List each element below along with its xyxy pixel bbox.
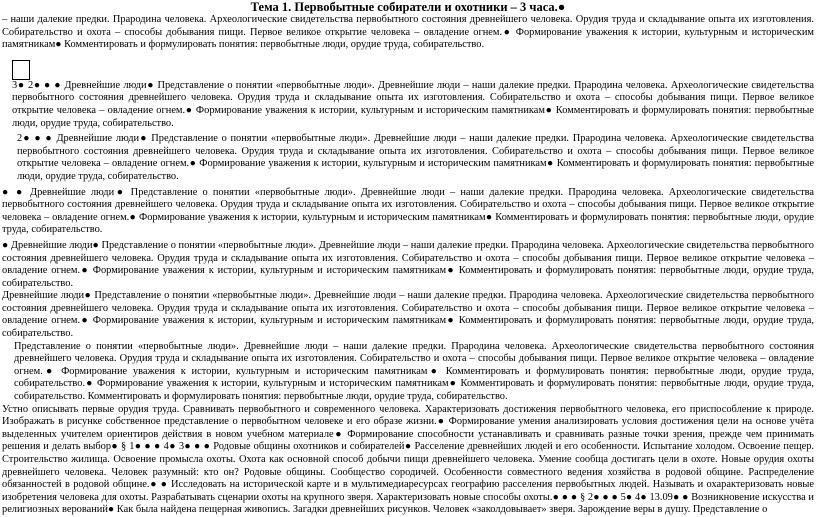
paragraph-intro: – наши далекие предки. Прародина человека. Археологические свидетельства первобытного состояния древнейшего человека. Орудия труда и складывание опыта их изготовления. Собирательство и охота – способы добывания пищи. Первое великое открытие человека – овладение огнем.● Формирование уважения к истории, культурным и историческим памятникам● Комментировать и формулировать понятия: первобытные люди, орудие труда, собирательство. <box>2 14 814 51</box>
paragraph-lesson-row-3: ● ● Древнейшие люди● Представление о понятии «первобытные люди». Древнейшие люди – наши далекие предки. Прародина человека. Археологические свидетельства первобытного состояния древнейшего человека. Орудия труда и складывание опыта их изготовления. Собирательство и охота – способы добывания пищи. Первое великое открытие человека – овладение огнем.● Формирование уважения к истории, культурным и историческим памятникам● Комментировать и формулировать понятия: первобытные люди, орудие труда, собирательство. <box>2 186 814 236</box>
empty-table-cell <box>12 60 30 80</box>
paragraph-lesson-row-5: Древнейшие люди● Представление о понятии «первобытные люди». Древнейшие люди – наши далекие предки. Прародина человека. Археологические свидетельства первобытного состояния древнейшего человека. Орудия труда и складывание опыта их изготовления. Собирательство и охота – способы добывания пищи. Первое великое открытие человека – овладение огнем.● Формирование уважения к истории, культурным и историческим памятникам● Комментировать и формулировать понятия: первобытные люди, орудие труда, собирательство. <box>2 290 814 340</box>
paragraph-activities: Устно описывать первые орудия труда. Сравнивать первобытного и современного человека. Характеризовать достижения первобытного человека, его приспособление к природе. Изображать в рисунке собственное представление о первобытном человеке и его образе жизни.● Формирование умения анализировать условия достижения цели на основе учёта выделенных учителем ориентиров действия в новом учебном материале● Формирование способности устанавливать и сравнивать разные точки зрения, прежде чем принимать решения и делать выбор● § 1● ● ● 4● 3● ● ● Родовые общины охотников и собирателей● Расселение древнейших людей и его особенности. Испытание холодом. Освоение пещер. Строительство жилища. Освоение промысла охоты. Охота как основной способ добычи пищи древнейшего человека. Умение сообща достигать цели в охоте. Новые орудия охоты древнейшего человека. Человек разумный: кто он? Родовые общины. Сообщество сородичей. Особенности совместного ведения хозяйства в родовой общине. Распределение обязанностей в родовой общине.● ● Исследовать на исторической карте и в мультимедиаресурсах географию расселения первобытных людей. Называть и охарактеризовать новые изобретения человека для охоты. Разрабатывать сценарии охоты на крупного зверя. Характеризовать новые способы охоты.● ● ● § 2● ● ● 5● 4● 13.09● ● Возникновение искусства и религиозных верований● Как была найдена пещерная живопись. Загадки древнейших рисунков. Человек «заколдовывает» зверя. Зарождение веры в душу. Представление о <box>2 403 814 516</box>
paragraph-lesson-row-1: 3● 2● ● ● Древнейшие люди● Представление о понятии «первобытные люди». Древнейшие люди – наши далекие предки. Прародина человека. Археологические свидетельства первобытного состояния древнейшего человека. Орудия труда и складывание опыта их изготовления. Собирательство и охота – способы добывания пищи. Первое великое открытие человека – овладение огнем.● Формирование уважения к истории, культурным и историческим памятникам● Комментировать и формулировать понятия: первобытные люди, орудие труда, собирательство. <box>12 79 814 129</box>
paragraph-lesson-row-6: Представление о понятии «первобытные люди». Древнейшие люди – наши далекие предки. Прародина человека. Археологические свидетельства первобытного состояния древнейшего человека. Орудия труда и складывание опыта их изготовления. Собирательство и охота – способы добывания пищи. Первое великое открытие человека – овладение огнем.● Формирование уважения к истории, культурным и историческим памятникам● Комментировать и формулировать понятия: первобытные люди, орудие труда, собирательство.● Формирование уважения к истории, культурным и историческим памятникам● Комментировать и формулировать понятия: первобытные люди, орудие труда, собирательство. Комментировать и формулировать понятия: первобытные люди, орудие труда, собирательство. <box>14 340 814 403</box>
spacer <box>2 52 814 58</box>
paragraph-lesson-row-4: ● Древнейшие люди● Представление о понятии «первобытные люди». Древнейшие люди – наши далекие предки. Прародина человека. Археологические свидетельства первобытного состояния древнейшего человека. Орудия труда и складывание опыта их изготовления. Собирательство и охота – способы добывания пищи. Первое великое открытие человека – овладение огнем.● Формирование уважения к истории, культурным и историческим памятникам● Комментировать и формулировать понятия: первобытные люди, орудие труда, собирательство. <box>2 239 814 289</box>
page-title: Тема 1. Первобытные собиратели и охотники – 3 часа.● <box>250 0 566 14</box>
paragraph-lesson-row-2: 2● ● ● Древнейшие люди● Представление о понятии «первобытные люди». Древнейшие люди – наши далекие предки. Прародина человека. Археологические свидетельства первобытного состояния древнейшего человека. Орудия труда и складывание опыта их изготовления. Собирательство и охота – способы добывания пищи. Первое великое открытие человека – овладение огнем.● Формирование уважения к истории, культурным и историческим памятникам● Комментировать и формулировать понятия: первобытные люди, орудие труда, собирательство. <box>17 133 814 182</box>
